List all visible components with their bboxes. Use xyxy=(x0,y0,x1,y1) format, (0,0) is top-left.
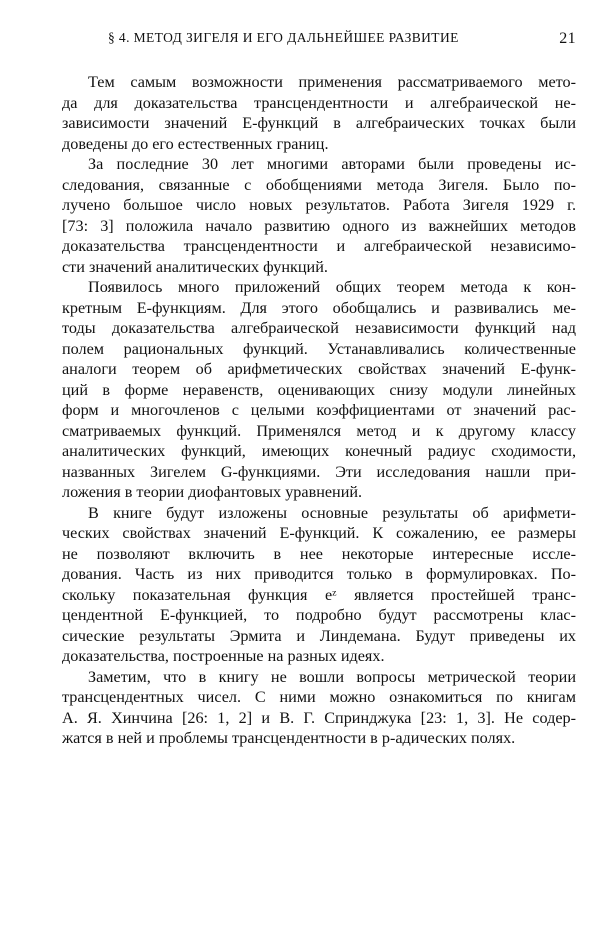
text-line: цендентной E-функцией, то подробно будут рассмотрены клас- xyxy=(62,606,576,624)
text-line: форм и многочленов с целыми коэффициентами от значений рас- xyxy=(62,401,576,419)
text-line: Появилось много приложений общих теорем метода к кон- xyxy=(88,278,576,296)
text-line: кретным E-функциям. Для этого обобщались и развивались ме- xyxy=(62,298,576,317)
text-line: [73: 3] положила начало развитию одного из важнейших методов xyxy=(62,216,576,235)
text-line: ций в форме неравенств, оценивающих снизу модули линейных xyxy=(62,380,576,399)
text-line: трансцендентных чисел. С ними можно ознакомиться по книгам xyxy=(62,688,576,706)
chapter-section-title: § 4. МЕТОД ЗИГЕЛЯ И ЕГО ДАЛЬНЕЙШЕЕ РАЗВИТИЕ xyxy=(108,30,459,45)
text-line: дования. Часть из них приводится только в формулировках. По- xyxy=(62,565,576,583)
paragraph xyxy=(62,72,576,154)
text-line: полем рациональных функций. Устанавливались количественные xyxy=(62,339,576,358)
text-line: В книге будут изложены основные результаты об арифмети- xyxy=(88,503,576,522)
text-line: ческих свойствах значений E-функций. К сожалению, ее размеры xyxy=(62,524,576,542)
text-line: названных Зигелем G-функциями. Эти исследования нашли при- xyxy=(62,462,576,481)
text-line: За последние 30 лет многими авторами были проведены ис- xyxy=(88,155,576,173)
text-line: доведены до его естественных границ. xyxy=(62,134,329,153)
paragraph xyxy=(62,277,576,503)
text-line: ложения в теории диофантовых уравнений. xyxy=(62,483,363,501)
text-line: Тем самым возможности применения рассматриваемого мето- xyxy=(88,73,576,91)
text-line: сти значений аналитических функций. xyxy=(62,257,328,276)
text-line: доказательства трансцендентности и алгебраической независимо- xyxy=(62,237,576,255)
text-line: не позволяют включить в нее некоторые интересные иссле- xyxy=(62,544,576,563)
text-line: аналоги теорем об арифметических свойствах значений E-функ- xyxy=(62,360,576,378)
text-line: А. Я. Хинчина [26: 1, 2] и В. Г. Спринджука [23: 1, 3]. Не содер- xyxy=(62,708,576,727)
running-header xyxy=(62,30,576,50)
page-body xyxy=(62,72,576,749)
paragraph xyxy=(62,154,576,277)
text-line: тоды доказательства алгебраической независимости функций над xyxy=(62,319,576,337)
text-line: Заметим, что в книгу не вошли вопросы метрической теории xyxy=(88,667,576,686)
text-line: зависимости значений E-функций в алгебраических точках были xyxy=(62,114,576,132)
text-line: жатся в ней и проблемы трансцендентности в p-адических полях. xyxy=(62,729,516,747)
page-number: 21 xyxy=(559,30,576,47)
text-line: лучено большое число новых результатов. Работа Зигеля 1929 г. xyxy=(62,196,576,214)
text-line: сические результаты Эрмита и Линдемана. Будут приведены их xyxy=(62,626,576,645)
text-line: следования, связанные с обобщениями метода Зигеля. Было по- xyxy=(62,175,576,194)
text-line: доказательства, построенные на разных идеях. xyxy=(62,647,385,665)
paragraph xyxy=(62,667,576,749)
paragraph xyxy=(62,503,576,667)
text-line: сматриваемых функций. Применялся метод и к другому классу xyxy=(62,421,576,440)
text-line: аналитических функций, имеющих конечный радиус сходимости, xyxy=(62,442,576,460)
text-line: да для доказательства трансцендентности и алгебраической не- xyxy=(62,93,576,112)
text-line: скольку показательная функция eᶻ является простейшей транс- xyxy=(62,585,576,604)
